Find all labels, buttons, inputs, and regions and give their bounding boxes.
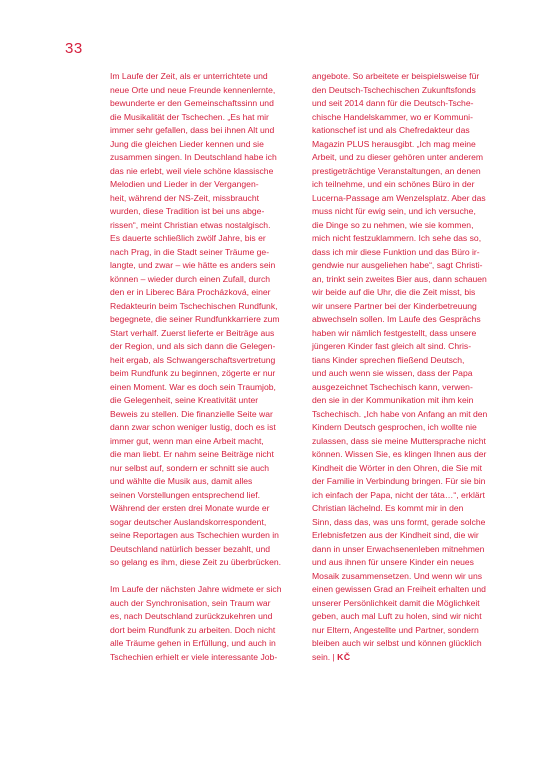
- text-line: Im Laufe der Zeit, als er unterrichtete und: [110, 71, 268, 81]
- text-line: immer gut, wenn man eine Arbeit macht,: [110, 435, 264, 446]
- text-line: seine Reportagen aus Tschechien wurden in: [110, 530, 279, 540]
- text-line: Start verhalf. Zuerst lieferte er Beiträge aus: [110, 327, 275, 338]
- text-line: seinen Vorstellungen entsprechend lief.: [110, 489, 261, 500]
- text-line: dann in unser Erwachsenenleben mitnehmen: [312, 543, 485, 554]
- article-column-right: [312, 70, 522, 664]
- paragraph-gap: [110, 570, 322, 584]
- text-line: mich nicht festzuklammern. Ich sehe das so,: [312, 233, 482, 243]
- text-line: die Dinge so zu nehmen, wie sie kommen,: [312, 219, 474, 230]
- author-initials: KČ: [337, 651, 351, 662]
- text-line: Während der ersten drei Monate wurde er: [110, 503, 270, 513]
- text-line: und aus ihnen für unsere Kinder ein neues: [312, 557, 474, 567]
- text-line: Deutschland natürlich besser bezahlt, und: [110, 543, 271, 554]
- text-line: dort beim Rundfunk zu arbeiten. Doch nicht: [110, 624, 276, 635]
- text-line: den sie in der Kommunikation mit ihm kein: [312, 395, 474, 405]
- paragraph-continued: [312, 70, 522, 651]
- text-line: kationschef ist und als Chefredakteur das: [312, 125, 470, 135]
- text-line: wurden, diese Tradition ist bei uns abge-: [110, 206, 265, 216]
- text-line: Magazin PLUS herausgibt. „Ich mag meine: [312, 138, 476, 149]
- text-line: wir unsere Partner bei der Kinderbetreuung: [312, 300, 477, 311]
- text-line: jüngeren Kinder fast gleich alt sind. Chris-: [312, 341, 472, 351]
- text-line: nach Prag, in die Stadt seiner Träume ge-: [110, 246, 270, 257]
- text-line: Sinn, dass das, was uns formt, gerade solche: [312, 516, 486, 527]
- text-line: einen Moment. War es doch sein Traumjob,: [110, 381, 276, 392]
- text-line: heit, während der NS-Zeit, missbraucht: [110, 192, 260, 203]
- text-line: ich teilnehme, und ein schönes Büro in der: [312, 179, 475, 189]
- text-line: können. Wissen Sie, es klingen Ihnen aus der: [312, 449, 487, 459]
- text-line: Redakteurin beim Tschechischen Rundfunk,: [110, 300, 278, 311]
- text-line: beim Rundfunk zu beginnen, zögerte er nur: [110, 368, 276, 378]
- text-line: einen gewissen Grad an Freiheit erhalten und: [312, 584, 486, 594]
- text-line: neue Orte und neue Freunde kennenlernte,: [110, 84, 276, 95]
- text-line: ich einfach der Papa, nicht der táta…“, erklärt: [312, 489, 485, 500]
- text-line: die Gelegenheit, seine Kreativität unter: [110, 395, 259, 405]
- text-line: angebote. So arbeitete er beispielsweise für: [312, 71, 480, 81]
- text-line: rissen“, meint Christian etwas nostalgisch.: [110, 219, 271, 230]
- page-number: 33: [65, 40, 83, 57]
- text-line: geben, auch mal Luft zu holen, sind wir nicht: [312, 611, 482, 621]
- text-line: Beweis zu stellen. Die finanzielle Seite war: [110, 408, 273, 419]
- text-line: den er in Liberec Bára Procházková, einer: [110, 287, 271, 297]
- text-line: dass ich mir diese Funktion und das Büro ir-: [312, 246, 480, 257]
- text-line: nur selbst auf, sondern er schnitt sie auch: [110, 462, 270, 473]
- text-line: bleiben auch wir selbst und können glücklich: [312, 638, 482, 648]
- text-line: tians Kinder sprechen fließend Deutsch,: [312, 354, 465, 365]
- paragraph-1: [110, 70, 322, 570]
- text-line: chische Handelskammer, wo er Kommuni-: [312, 111, 473, 122]
- text-line: immer sehr gefallen, dass bei ihnen Alt und: [110, 125, 275, 135]
- text-line: bewunderte er den Gemeinschaftssinn und: [110, 98, 274, 108]
- text-line: Mosaik zusammensetzen. Und wenn wir uns: [312, 570, 483, 581]
- text-line: der Familie in Verbindung bringen. Für sie bin: [312, 476, 486, 486]
- text-line: und wählte die Musik aus, damit alles: [110, 476, 253, 486]
- text-line: dann zwar schon weniger lustig, doch es ist: [110, 422, 276, 432]
- text-line: muss nicht für ewig sein, und ich versuche,: [312, 206, 476, 216]
- text-line: Lucerna-Passage am Wenzelsplatz. Aber das: [312, 192, 486, 203]
- text-line: nur Eltern, Angestellte und Partner, sondern: [312, 624, 479, 635]
- text-line: zulassen, dass sie meine Muttersprache nicht: [312, 435, 486, 446]
- text-line: die man liebt. Er nahm seine Beiträge nicht: [110, 449, 274, 459]
- text-line: das nie erlebt, weil viele schöne klassische: [110, 165, 274, 176]
- text-line: heit ergab, als Schwangerschaftsvertretung: [110, 354, 276, 365]
- last-line-text: sein. |: [312, 651, 338, 662]
- text-line: haben wir nämlich festgestellt, dass unsere: [312, 327, 477, 338]
- text-line: abwechseln sollen. Im Laufe des Gesprächs: [312, 314, 481, 324]
- text-line: Melodien und Lieder in der Vergangen-: [110, 179, 259, 189]
- text-line: prestigeträchtige Veranstaltungen, an denen: [312, 165, 481, 176]
- text-line: so gelang es ihm, diese Zeit zu überbrücken.: [110, 557, 282, 567]
- text-line: den Deutsch-Tschechischen Zukunftsfonds: [312, 84, 476, 95]
- text-line: Arbeit, und zu dieser gehören unter anderem: [312, 152, 484, 162]
- text-line: begegnete, die seiner Rundfunkkarriere zum: [110, 314, 280, 324]
- paragraph-2: [110, 583, 322, 664]
- text-line: der Region, und als sich dann die Gelegen-: [110, 341, 276, 351]
- text-line: und auch wenn sie wissen, dass der Papa: [312, 368, 473, 378]
- text-line: Es dauerte schließlich zwölf Jahre, bis er: [110, 233, 266, 243]
- article-column-left: [110, 70, 322, 664]
- text-line: Erlebnisfetzen aus der Kindheit sind, die wir: [312, 530, 479, 540]
- text-line: es, nach Deutschland zurückzukehren und: [110, 611, 273, 621]
- text-line: unserer Persönlichkeit damit die Möglichkeit: [312, 597, 480, 608]
- text-line: ausgezeichnet Tschechisch kann, verwen-: [312, 381, 473, 392]
- text-line: und seit 2014 dann für die Deutsch-Tsche-: [312, 98, 474, 108]
- text-line: die Musikalität der Tschechen. „Es hat mir: [110, 111, 269, 122]
- text-line: sogar deutscher Auslandskorrespondent,: [110, 516, 267, 527]
- text-line: langte, und zwar – wie hätte es anders sein: [110, 260, 276, 270]
- text-line: auch der Synchronisation, sein Traum war: [110, 597, 271, 608]
- text-line: alle Träume gehen in Erfüllung, und auch in: [110, 638, 276, 648]
- text-line: wir beide auf die Uhr, die die Zeit misst, bis: [312, 287, 476, 297]
- text-line: Im Laufe der nächsten Jahre widmete er sich: [110, 584, 282, 594]
- text-line: an, trinkt sein zweites Bier aus, dann schauen: [312, 273, 487, 284]
- text-line: Tschechisch. „Ich habe von Anfang an mit den: [312, 408, 488, 419]
- article-last-line: [312, 651, 522, 665]
- text-line: Tschechien erhielt er viele interessante Job-: [110, 651, 278, 662]
- text-line: Kindheit die Wörter in den Ohren, die Sie mit: [312, 462, 483, 473]
- text-line: Christian lächelnd. Es kommt mir in den: [312, 503, 464, 513]
- text-line: gendwie nur ausgeliehen habe“, sagt Christi-: [312, 260, 483, 270]
- text-line: zusammen singen. In Deutschland habe ich: [110, 152, 277, 162]
- text-line: Kindern Deutsch gesprochen, ich wollte nie: [312, 422, 477, 432]
- text-line: Jung die gleichen Lieder kennen und sie: [110, 138, 264, 149]
- text-line: können – wieder durch einen Zufall, durch: [110, 273, 271, 284]
